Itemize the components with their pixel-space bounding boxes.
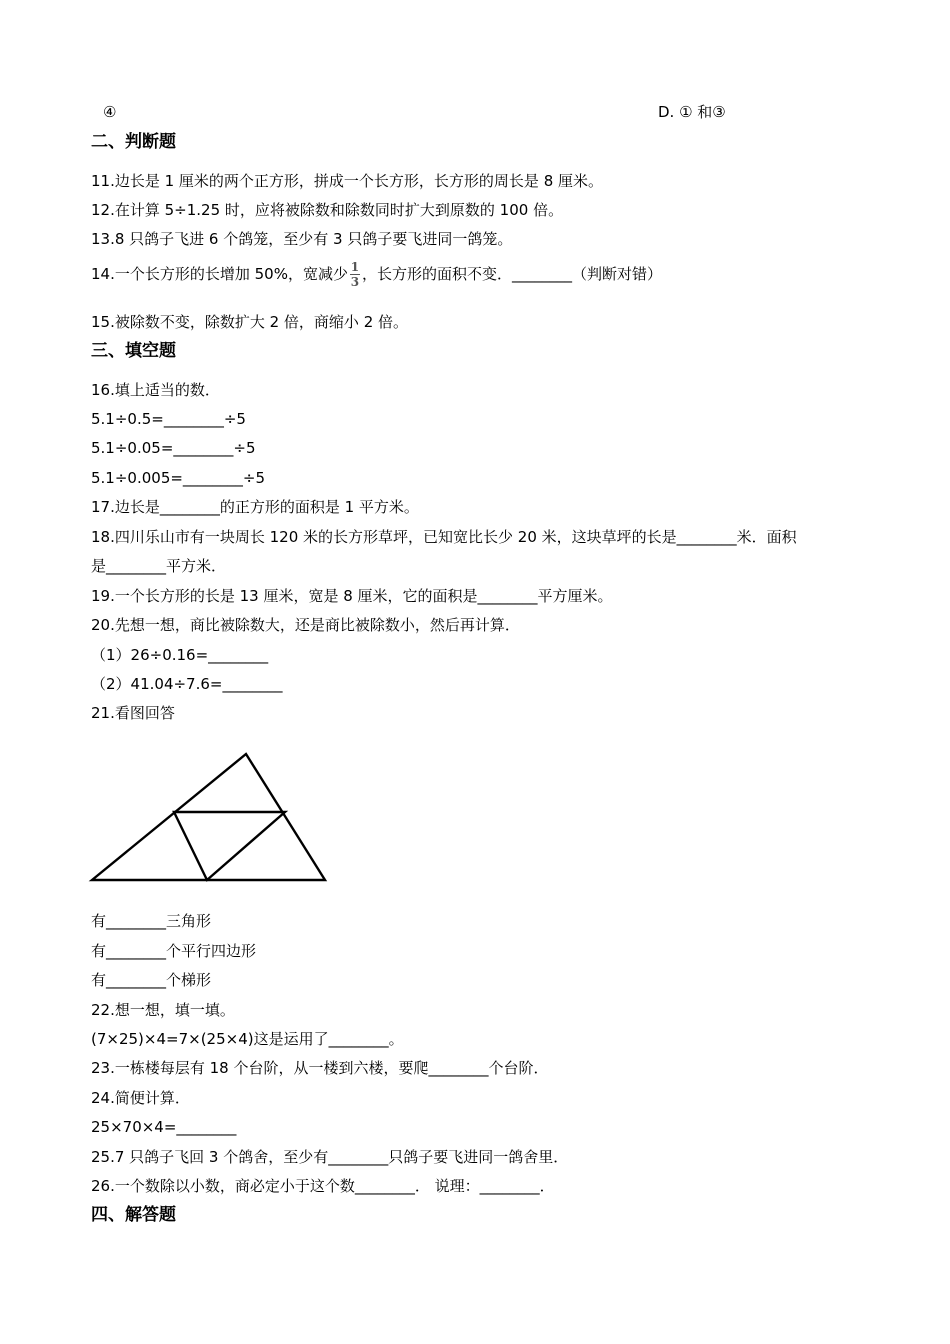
question-18-line-1: 18.四川乐山市有一块周长 120 米的长方形草坪，已知宽比长少 20 米，这块草坪的长是________米．面积 bbox=[91, 528, 797, 546]
question-20-2: （2）41.04÷7.6=________ bbox=[91, 675, 283, 693]
question-22: 22.想一想，填一填。 bbox=[91, 1001, 235, 1019]
fraction-one-third bbox=[350, 261, 360, 288]
question-13: 13.8 只鸽子飞进 6 个鸽笼，至少有 3 只鸽子要飞进同一鸽笼。 bbox=[91, 230, 513, 248]
question-15: 15.被除数不变，除数扩大 2 倍，商缩小 2 倍。 bbox=[91, 313, 409, 331]
fraction-numerator: 1 bbox=[350, 260, 360, 274]
question-16-3: 5.1÷0.005=________÷5 bbox=[91, 469, 266, 487]
question-22-1: (7×25)×4=7×(25×4)这是运用了________。 bbox=[91, 1030, 404, 1048]
question-11: 11.边长是 1 厘米的两个正方形，拼成一个长方形，长方形的周长是 8 厘米。 bbox=[91, 172, 604, 190]
triangle-figure bbox=[88, 750, 330, 884]
question-21-3: 有________个梯形 bbox=[91, 971, 212, 989]
question-14-part-a: 14.一个长方形的长增加 50%，宽减少 bbox=[91, 265, 348, 283]
option-d: D. ① 和③ bbox=[658, 103, 726, 121]
inner-triangle bbox=[174, 812, 285, 880]
question-14 bbox=[91, 260, 662, 288]
option-4: ④ bbox=[103, 103, 117, 121]
question-16-2: 5.1÷0.05=________÷5 bbox=[91, 439, 256, 457]
section-heading-answer: 四、解答题 bbox=[91, 1205, 176, 1225]
question-16-1: 5.1÷0.5=________÷5 bbox=[91, 410, 246, 428]
question-17: 17.边长是________的正方形的面积是 1 平方米。 bbox=[91, 498, 419, 516]
question-12: 12.在计算 5÷1.25 时，应将被除数和除数同时扩大到原数的 100 倍。 bbox=[91, 201, 564, 219]
question-26: 26.一个数除以小数，商必定小于这个数________． 说理：________． bbox=[91, 1177, 555, 1195]
section-heading-fill-blank: 三、填空题 bbox=[91, 341, 176, 361]
question-24: 24.简便计算． bbox=[91, 1089, 190, 1107]
fraction-denominator: 3 bbox=[350, 275, 360, 289]
question-20-1: （1）26÷0.16=________ bbox=[91, 646, 269, 664]
question-14-part-b: ，长方形的面积不变．________（判断对错） bbox=[361, 265, 662, 283]
question-24-1: 25×70×4=________ bbox=[91, 1118, 237, 1136]
question-20: 20.先想一想，商比被除数大，还是商比被除数小，然后再计算． bbox=[91, 616, 520, 634]
outer-triangle bbox=[92, 754, 325, 880]
question-19: 19.一个长方形的长是 13 厘米，宽是 8 厘米，它的面积是________平方厘米。 bbox=[91, 587, 613, 605]
question-21-2: 有________个平行四边形 bbox=[91, 942, 257, 960]
question-23: 23.一栋楼每层有 18 个台阶，从一楼到六楼，要爬________个台阶． bbox=[91, 1059, 549, 1077]
question-16: 16.填上适当的数． bbox=[91, 381, 220, 399]
question-25: 25.7 只鸽子飞回 3 个鸽舍，至少有________只鸽子要飞进同一鸽舍里． bbox=[91, 1148, 569, 1166]
question-18-line-2: 是________平方米． bbox=[91, 557, 227, 575]
question-21: 21.看图回答 bbox=[91, 704, 175, 722]
question-21-1: 有________三角形 bbox=[91, 912, 212, 930]
section-heading-judgement: 二、判断题 bbox=[91, 132, 176, 152]
